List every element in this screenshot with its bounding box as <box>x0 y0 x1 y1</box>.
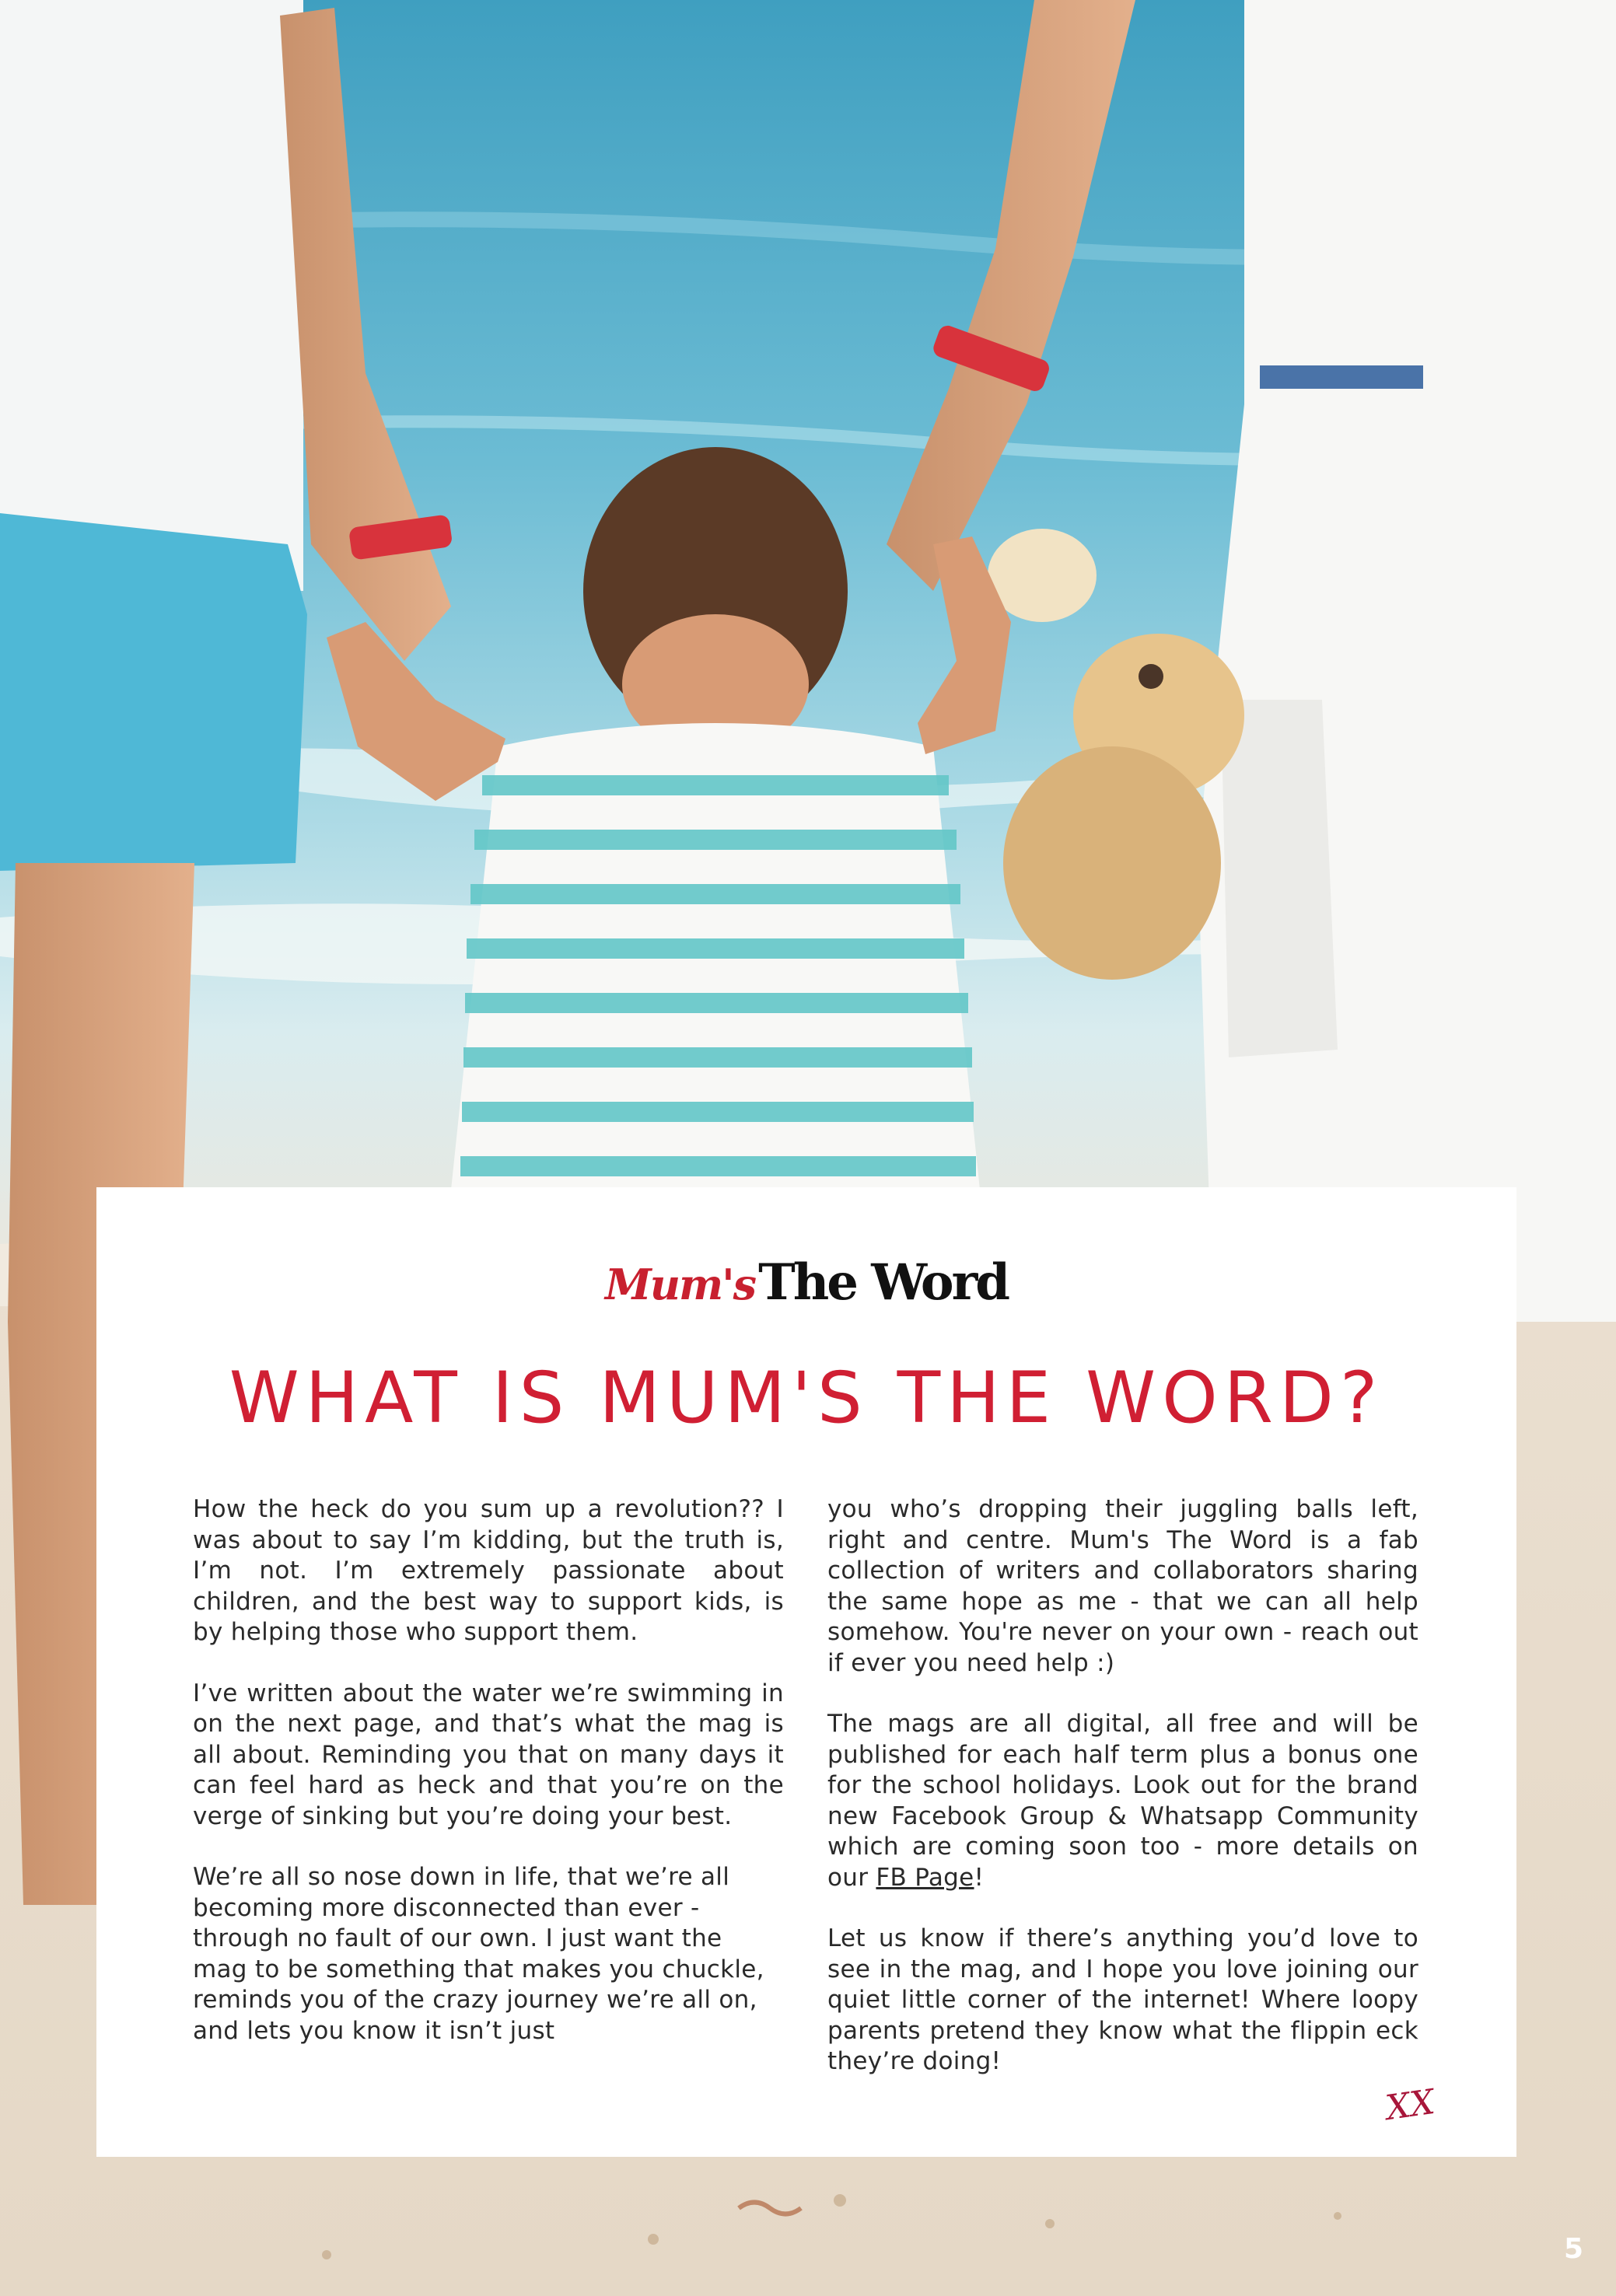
mums-the-word-logo <box>602 1253 1011 1316</box>
logo-serif-text: The Word <box>758 1253 1009 1312</box>
paragraph-text: ! <box>974 1863 985 1892</box>
article-paragraph: How the heck do you sum up a revolution?? I was about to say I’m kidding, but the truth is, I’m not. I’m extremely passionate about children, and the best way to support kids, is by helping those who support them. <box>193 1495 784 1646</box>
logo-script-text: Mum's <box>604 1260 756 1309</box>
page-number: 5 <box>1563 2233 1583 2265</box>
paragraph-text: The mags are all digital, all free and will be published for each half term plus a bonus one for the school holidays. Look out for the brand new Facebook Group & Whatsapp Community which are coming soon too - more details on our <box>827 1710 1418 1892</box>
article-column-left <box>193 1494 784 2077</box>
article-paragraph: I’ve written about the water we’re swimming in on the next page, and that’s what the mag is all about. Reminding you that on many days it can feel hard as heck and that you’re on the verge of sinking but you’re doing your best. <box>193 1679 784 1830</box>
fb-page-link[interactable]: FB Page <box>876 1863 974 1892</box>
article-card <box>96 1187 1516 2157</box>
article-paragraph: We’re all so nose down in life, that we’re all becoming more disconnected than ever - through no fault of our own. I just want the mag to be something that makes you chuckle, reminds you of the crazy journey we’re all on, and lets you know it isn’t just <box>193 1863 764 2045</box>
headline: WHAT IS MUM'S THE WORD? <box>229 1358 1384 1439</box>
article-paragraph: Let us know if there’s anything you’d love to see in the mag, and I hope you love joining our quiet little corner of the internet! Where loopy parents pretend they know what the flippin eck they’re doing! <box>827 1924 1418 2075</box>
article-paragraph: you who’s dropping their juggling balls left, right and centre. Mum's The Word is a fab collection of writers and collaborators sharing the same hope as me - that we can all help somehow. You're never on your own - reach out if ever you need help :) <box>827 1495 1418 1677</box>
signoff-kisses: XX <box>1383 2081 1437 2129</box>
article-paragraph <box>827 1709 1418 1893</box>
article-column-right <box>827 1494 1418 2108</box>
